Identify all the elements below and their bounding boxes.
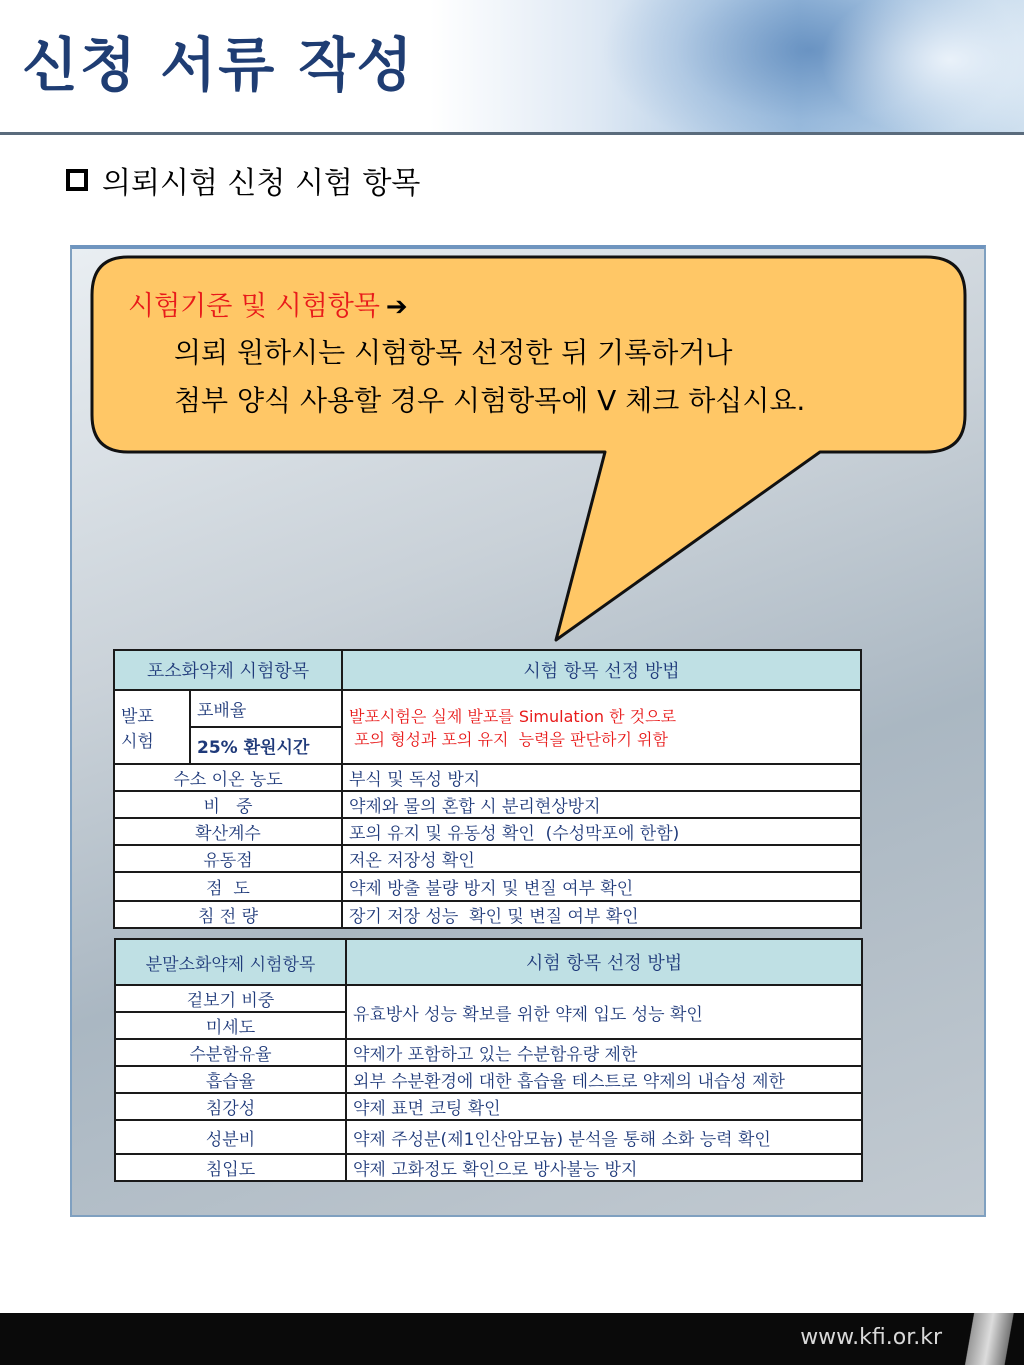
powder-test-table	[114, 938, 863, 1182]
callout-line-1: 의뢰 원하시는 시험항목 선정한 뒤 기록하거나	[174, 336, 733, 369]
group-label	[114, 690, 190, 764]
column-header-method: 시험 항목 선정 방법	[342, 650, 861, 690]
method-cell: 약제 주성분(제1인산암모늄) 분석을 통해 소화 능력 확인	[346, 1120, 862, 1154]
method-cell: 약제 고화정도 확인으로 방사불능 방지	[346, 1154, 862, 1181]
table-row	[114, 818, 861, 845]
item-cell: 성분비	[115, 1120, 346, 1154]
item-cell: 수소 이온 농도	[114, 764, 342, 791]
slide-header	[0, 0, 1024, 132]
table-row	[115, 1093, 862, 1120]
table-row	[114, 764, 861, 791]
method-cell: 약제 표면 코팅 확인	[346, 1093, 862, 1120]
method-cell: 약제 방출 불량 방지 및 변질 여부 확인	[342, 872, 861, 901]
item-cell: 침입도	[115, 1154, 346, 1181]
item-cell: 미세도	[115, 1012, 346, 1039]
table-row	[115, 1154, 862, 1181]
footer-url: www.kfi.or.kr	[800, 1325, 942, 1350]
item-cell: 확산계수	[114, 818, 342, 845]
page-title: 신청 서류 작성	[22, 31, 415, 99]
slide-footer	[0, 1313, 1024, 1365]
callout-heading	[128, 284, 805, 323]
table-row	[114, 872, 861, 901]
footer-decoration	[950, 1313, 1020, 1365]
item-cell: 점 도	[114, 872, 342, 901]
method-cell: 부식 및 독성 방지	[342, 764, 861, 791]
group-method-cell	[342, 690, 861, 764]
item-cell: 유동점	[114, 845, 342, 872]
table-row	[114, 901, 861, 928]
table-header-row	[115, 939, 862, 985]
method-cell: 약제가 포함하고 있는 수분함유량 제한	[346, 1039, 862, 1066]
sub-item-cell: 25% 환원시간	[190, 727, 342, 764]
table-row	[114, 845, 861, 872]
item-cell: 수분함유율	[115, 1039, 346, 1066]
arrow-right-icon: ➔	[385, 292, 408, 322]
column-header-item: 분말소화약제 시험항목	[115, 939, 346, 985]
method-cell: 외부 수분환경에 대한 흡습율 테스트로 약제의 내습성 제한	[346, 1066, 862, 1093]
item-cell: 겉보기 비중	[115, 985, 346, 1012]
column-header-item: 포소화약제 시험항목	[114, 650, 342, 690]
foam-test-table	[113, 649, 862, 929]
section-title: 의뢰시험 신청 시험 항목	[102, 166, 421, 201]
table-row	[115, 985, 862, 1012]
column-header-method: 시험 항목 선정 방법	[346, 939, 862, 985]
table-row	[115, 1039, 862, 1066]
section-heading	[66, 158, 420, 202]
table-row	[114, 690, 861, 727]
table-row	[114, 791, 861, 818]
method-cell: 장기 저장 성능 확인 및 변질 여부 확인	[342, 901, 861, 928]
group-label-line-2: 시험	[121, 732, 154, 752]
group-method-line-2: 포의 형성과 포의 유지 능력을 판단하기 위함	[349, 730, 668, 749]
item-cell: 비 중	[114, 791, 342, 818]
group-method-line-1: 발포시험은 실제 발포를 Simulation 한 것으로	[349, 707, 677, 726]
item-cell: 흡습율	[115, 1066, 346, 1093]
table-row	[115, 1120, 862, 1154]
method-cell: 약제와 물의 혼합 시 분리현상방지	[342, 791, 861, 818]
item-cell: 침강성	[115, 1093, 346, 1120]
sub-item-cell: 포배율	[190, 690, 342, 727]
method-cell: 저온 저장성 확인	[342, 845, 861, 872]
item-cell: 침 전 량	[114, 901, 342, 928]
merged-method-cell: 유효방사 성능 확보를 위한 약제 입도 성능 확인	[346, 985, 862, 1039]
table-row	[115, 1066, 862, 1093]
method-cell: 포의 유지 및 유동성 확인 (수성막포에 한함)	[342, 818, 861, 845]
header-divider	[0, 132, 1024, 135]
callout-line-2: 첨부 양식 사용할 경우 시험항목에 V 체크 하십시요.	[174, 384, 806, 417]
callout-heading-label: 시험기준 및 시험항목	[128, 291, 380, 322]
group-label-line-1: 발포	[121, 707, 154, 727]
header-decoration-highlight	[820, 0, 1024, 132]
square-bullet-icon	[66, 169, 88, 191]
table-header-row	[114, 650, 861, 690]
callout-text	[128, 284, 805, 419]
